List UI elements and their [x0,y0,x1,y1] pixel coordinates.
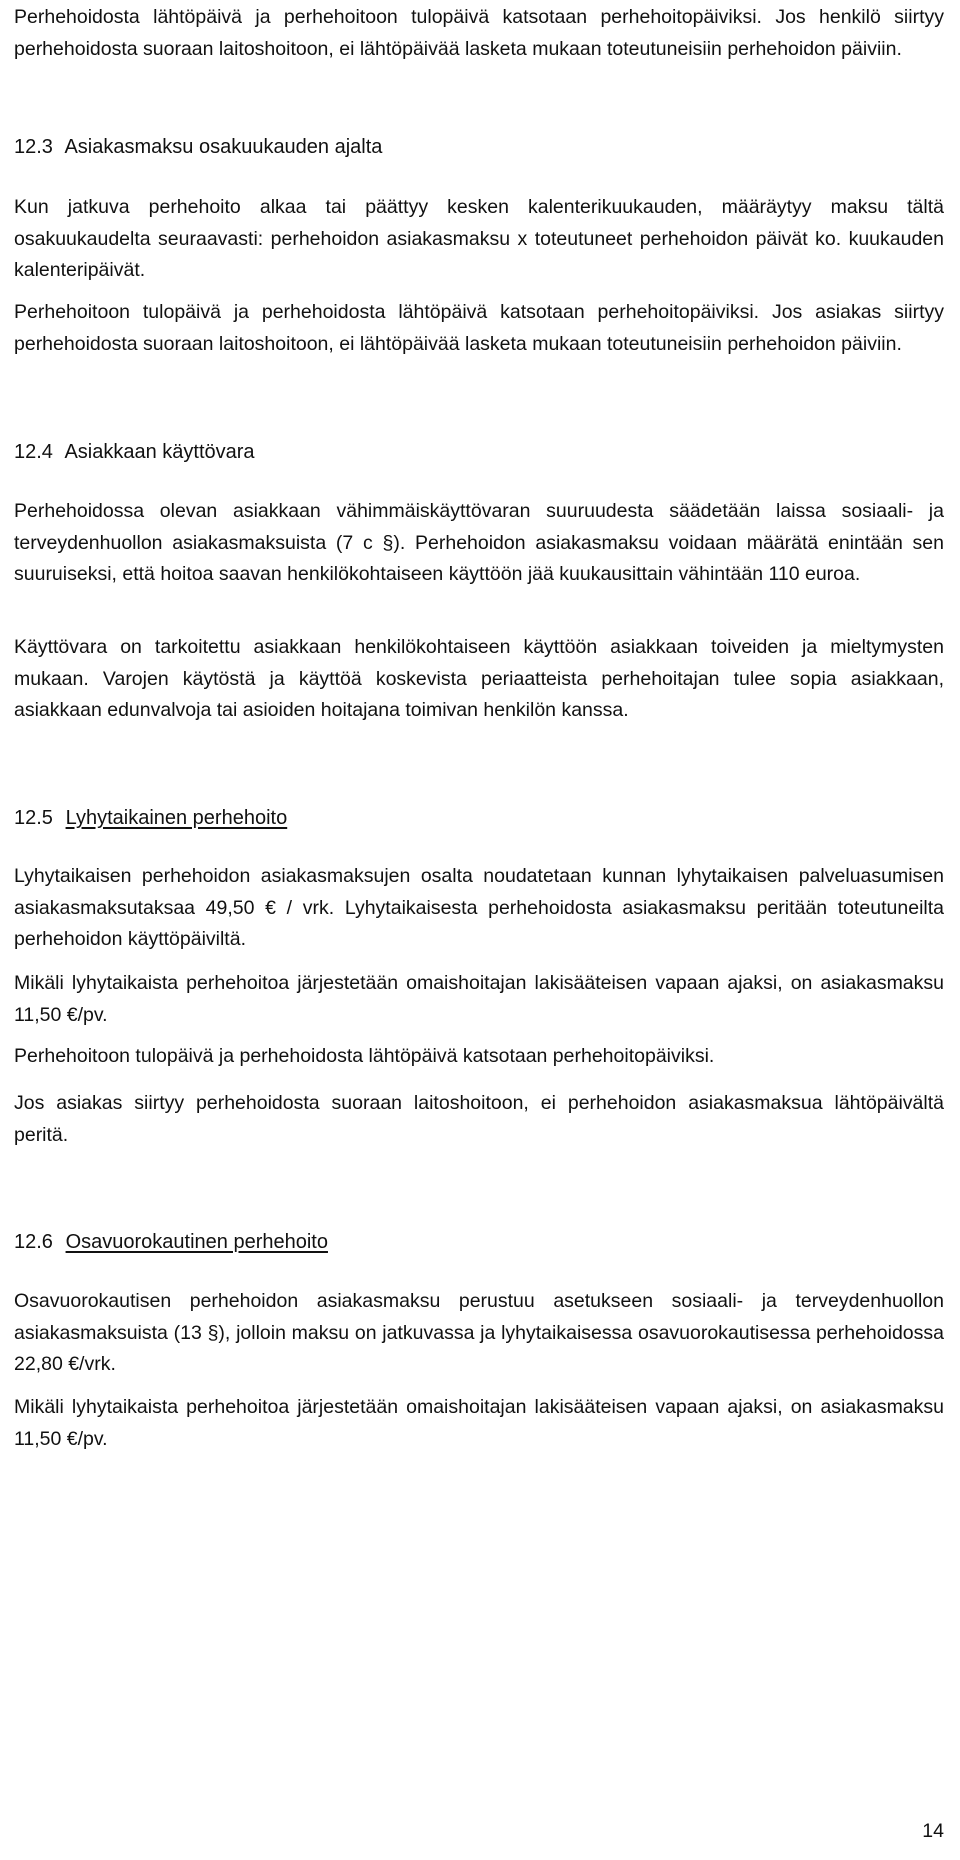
section-number: 12.4 [14,441,53,463]
intro-paragraph: Perhehoidosta lähtöpäivä ja perhehoitoon tulopäivä katsotaan perhehoitopäiviksi. Jos henkilö siirtyy perhehoidosta suoraan laitoshoitoon, ei lähtöpäivää lasketa mukaan toteutuneisiin perhehoidon päiviin. [14,6,944,60]
section-12-5-paragraph-2: Mikäli lyhytaikaista perhehoitoa järjestetään omaishoitajan lakisääteisen vapaan ajaksi, on asiakasmaksu 11,50 €/pv. [14,972,944,1026]
section-12-4-paragraph-1: Perhehoidossa olevan asiakkaan vähimmäiskäyttövaran suuruudesta säädetään laissa sosiaali- ja terveydenhuollon asiakasmaksuista (7 c §). Perhehoidon asiakasmaksu voidaan määrätä enintään sen suuruiseksi, että hoitoa saavan henkilökohtaiseen käyttöön jää kuukausittain vähintään 110 euroa. [14,500,944,585]
section-12-3-paragraph-2: Perhehoitoon tulopäivä ja perhehoidosta lähtöpäivä katsotaan perhehoitopäiviksi. Jos asiakas siirtyy perhehoidosta suoraan laitoshoitoon, ei lähtöpäivää lasketa mukaan toteutuneisiin perhehoidon päiviin. [14,301,944,355]
section-12-6-heading [14,1227,328,1258]
section-title: Lyhytaikainen perhehoito [65,807,288,829]
section-title: Osavuorokautinen perhehoito [65,1231,328,1253]
section-number: 12.3 [14,136,53,158]
section-title: Asiakkaan käyttövara [64,441,255,463]
page-number: 14 [922,1820,944,1842]
section-12-4-paragraph-2: Käyttövara on tarkoitettu asiakkaan henkilökohtaiseen käyttöön asiakkaan toiveiden ja mieltymysten mukaan. Varojen käytöstä ja käyttöä koskevista periaatteista perhehoitajan tulee sopia asiakkaan, asiakkaan edunvalvoja tai asioiden hoitajana toimivan henkilön kanssa. [14,636,944,721]
section-12-6-paragraph-2: Mikäli lyhytaikaista perhehoitoa järjestetään omaishoitajan lakisääteisen vapaan ajaksi, on asiakasmaksu 11,50 €/pv. [14,1396,944,1450]
section-number: 12.6 [14,1231,53,1253]
section-12-4-heading [14,437,255,468]
section-12-5-heading [14,803,287,834]
section-number: 12.5 [14,807,53,829]
document-page [14,0,944,1860]
section-12-3-heading [14,132,382,163]
section-12-5-paragraph-4: Jos asiakas siirtyy perhehoidosta suoraan laitoshoitoon, ei perhehoidon asiakasmaksua lähtöpäivältä peritä. [14,1092,944,1146]
section-title: Asiakasmaksu osakuukauden ajalta [64,136,383,158]
section-12-5-paragraph-3: Perhehoitoon tulopäivä ja perhehoidosta lähtöpäivä katsotaan perhehoitopäiviksi. [14,1045,715,1067]
section-12-3-paragraph-1: Kun jatkuva perhehoito alkaa tai päättyy kesken kalenterikuukauden, määräytyy maksu tältä osakuukaudelta seuraavasti: perhehoidon asiakasmaksu x toteutuneet perhehoidon päivät ko. kuukauden kalenteripäivät. [14,196,944,281]
section-12-5-paragraph-1: Lyhytaikaisen perhehoidon asiakasmaksujen osalta noudatetaan kunnan lyhytaikaisen palveluasumisen asiakasmaksutaksaa 49,50 € / vrk. Lyhytaikaisesta perhehoidosta asiakasmaksu peritään toteutuneilta perhehoidon käyttöpäiviltä. [14,865,944,950]
section-12-6-paragraph-1: Osavuorokautisen perhehoidon asiakasmaksu perustuu asetukseen sosiaali- ja terveydenhuollon asiakasmaksuista (13 §), jolloin maksu on jatkuvassa ja lyhytaikaisessa osavuorokautisessa perhehoidossa 22,80 €/vrk. [14,1290,944,1375]
